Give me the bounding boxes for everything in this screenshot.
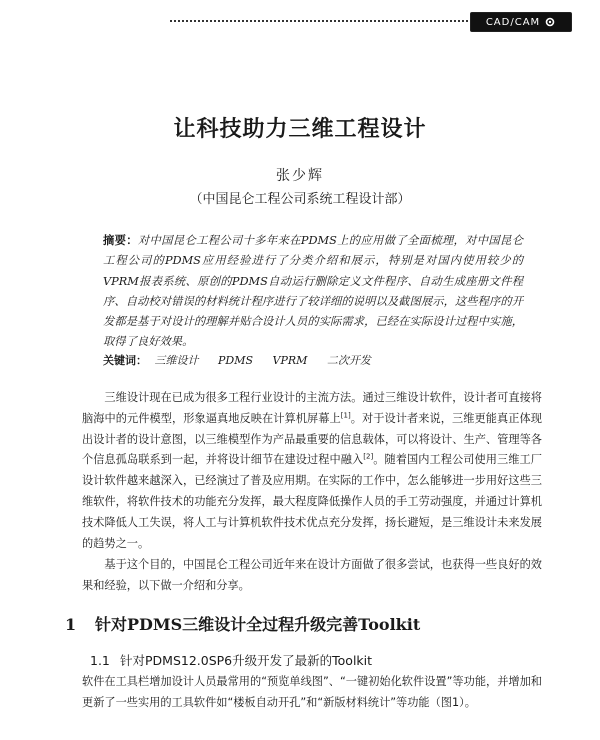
keywords xyxy=(103,352,523,368)
journal-logo xyxy=(470,12,572,32)
paper-title: 让科技助力三维工程设计 xyxy=(173,117,427,142)
body-text: 。对于设计者来说，三维更能真正体现出设计者的设计意图，以三维模型作为产品最重要的信息载体，可以将设计、生产、管理等各个信息孤岛联系到一起，并将设计细节在建设过程中融入 xyxy=(82,411,542,467)
author-affiliation: （中国昆仑工程公司系统工程设计部） xyxy=(189,192,411,207)
citation: [1] xyxy=(340,411,351,420)
section-heading xyxy=(65,612,420,635)
section-title: 针对PDMS三维设计全过程升级完善Toolkit xyxy=(95,615,421,634)
body-paragraph: 软件在工具栏增加设计人员最常用的“预览单线图”、“一键初始化软件设置”等功能，并增加和更新了一些实用的工具软件如“楼板自动开孔”和“新版材料统计”等功能（图1）。 xyxy=(82,675,542,709)
journal-logo-text: CAD/CAM xyxy=(485,16,541,28)
body-text: 。随着国内工程公司使用三维工厂设计软件越来越深入，已经演过了普及应用期。在实际的工作中，怎么能够进一步用好这些三维软件，将软件技术的功能充分发挥，最大程度降低操作人员的手工劳动强度，并通过计算机技术降低人工失误，将人工与计算机软件技术优点充分发挥，扬长避短，是三维设计未来发展的趋势之一。 xyxy=(82,453,542,550)
section-number: 1 xyxy=(65,615,77,634)
citation: [2] xyxy=(363,452,374,461)
abstract-text: 对中国昆仑工程公司十多年来在PDMS上的应用做了全面梳理，对中国昆仑工程公司的PDMS应用经验进行了分类介绍和展示，特别是对国内使用较少的VPRM报表系统、原创的PDMS自动运行删除定义文件程序、自动生成座册文件程序、自动校对错误的材料统计程序进行了较详细的说明以及截图展示，这些程序的开发都是基于对设计的理解并贴合设计人员的实际需求，已经在实际设计过程中实施，取得了良好效果。 xyxy=(103,234,523,349)
author-name: 张少辉 xyxy=(276,168,324,184)
keywords-label: 关键词： xyxy=(103,354,147,367)
abstract xyxy=(103,230,523,353)
keyword: PDMS xyxy=(218,354,254,367)
body-paragraph xyxy=(82,388,542,554)
keyword: VPRM xyxy=(272,354,308,367)
abstract-label: 摘要： xyxy=(103,233,138,247)
keyword: 三维设计 xyxy=(154,354,199,367)
subsection-title: 针对PDMS12.0SP6升级开发了最新的Toolkit xyxy=(120,653,373,668)
subsection-heading xyxy=(90,651,372,669)
body-paragraph: 基于这个目的，中国昆仑工程公司近年来在设计方面做了很多尝试，也获得一些良好的效果和经验，以下做一介绍和分享。 xyxy=(82,558,542,592)
keyword: 二次开发 xyxy=(326,354,371,367)
gear-icon xyxy=(544,16,556,28)
body-text: 三维设计现在已成为很多工程行业设计的主流方法。通过三维设计软件，设计者可直接将脑海中的元件模型，形象逼真地反映在计算机屏幕上 xyxy=(82,391,542,425)
subsection-number: 1.1 xyxy=(90,653,110,668)
